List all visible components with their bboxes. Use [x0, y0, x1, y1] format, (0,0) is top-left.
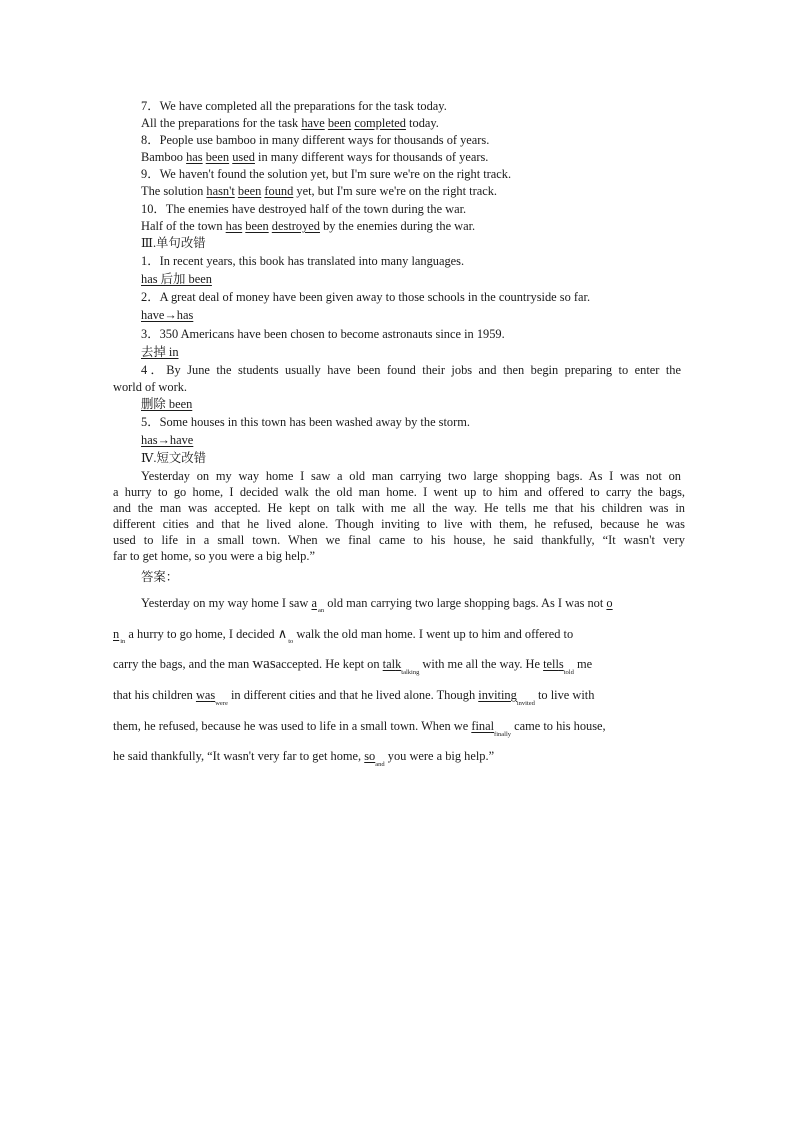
q8-answer: Bamboo has been used in many different ways for thousands of years.: [141, 150, 489, 164]
passage-line1: Yesterday on my way home I saw a old man carrying two large shopping bags. As I was not on: [141, 469, 681, 483]
s3-item1: 1．In recent years, this book has translated into many languages.: [141, 254, 465, 268]
s3-item5: 5．Some houses in this town has been washed away by the storm.: [141, 415, 470, 429]
passage-line2: a hurry to go home, I decided walk the old man home. I went up to him and offered to carry the bags,: [113, 485, 685, 499]
answer-line1: Yesterday on my way home I saw $a_{an}$ old man carrying two large shopping bags. As I was not o: [141, 596, 613, 614]
passage-line5: used to life in a small town. When we final came to his house, he said thankfully, “It wasn't very: [113, 533, 685, 547]
q8-original: 8．People use bamboo in many different ways for thousands of years.: [141, 133, 490, 147]
s3-answer2: have→has: [141, 308, 194, 322]
passage-line6: far to get home, so you were a big help.”: [113, 549, 315, 563]
s3-item2: 2．A great deal of money have been given away to those schools in the countryside so far.: [141, 290, 591, 304]
q9-answer: The solution hasn't been found yet, but I'm sure we're on the right track.: [141, 184, 497, 198]
s3-item4-line1: 4．By June the students usually have been found their jobs and then begin preparing to enter the: [141, 363, 681, 377]
q7-answer: All the preparations for the task have been completed today.: [141, 116, 439, 130]
passage-line3: and the man was accepted. He kept on talk with me all the way. He tells me that his children was in: [113, 501, 685, 515]
s3-answer4: 删除 been: [141, 397, 193, 411]
answer-line6: he said thankfully, “It wasn't very far to get home, $so_{and}$ you were a big help.”: [113, 749, 495, 768]
q10-original: 10．The enemies have destroyed half of the town during the war.: [141, 202, 467, 216]
s3-answer3: 去掉 in: [141, 345, 179, 359]
q9-original: 9．We haven't found the solution yet, but I'm sure we're on the right track.: [141, 167, 512, 181]
s3-item4-line2: world of work.: [113, 380, 187, 394]
q7-original: 7．We have completed all the preparations for the task today.: [141, 99, 447, 113]
answer-line2: $n_{in}$ a hurry to go home, I decided $\wedge_{to}$ walk the old man home. I went up to him and offered to: [113, 626, 574, 645]
section4-heading: Ⅳ.短文改错: [141, 451, 207, 465]
s3-item3: 3．350 Americans have been chosen to become astronauts since in 1959.: [141, 327, 505, 341]
answer-label: 答案：: [141, 570, 179, 584]
answer-line3: carry the bags, and the man wasaccepted. He kept on talk$_{talking}$ with me all the way. He tells$_{told}$ me: [113, 656, 593, 676]
passage-line4: different cities and that he lived alone. Though inviting to live with them, he refused, because he was: [113, 517, 685, 531]
answer-line5: them, he refused, because he was used to life in a small town. When we final$_{finally}$ came to his house,: [113, 719, 606, 738]
s3-answer5: has→have: [141, 433, 194, 447]
answer-line4: that his children was$_{were}$ in different cities and that he lived alone. Though inviting$_{invited}$ to live with: [113, 688, 595, 707]
q10-answer: Half of the town has been destroyed by the enemies during the war.: [141, 219, 476, 233]
section3-heading: Ⅲ.单句改错: [141, 236, 206, 250]
s3-answer1: has 后加 been: [141, 272, 212, 286]
